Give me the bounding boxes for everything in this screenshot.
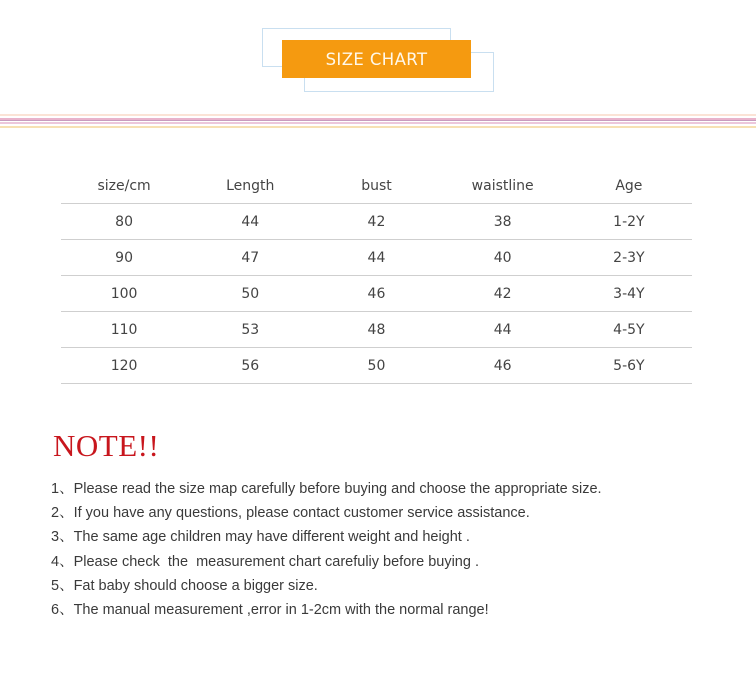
table-row	[61, 312, 692, 348]
note-number: 6、	[51, 601, 74, 618]
cell-age: 5-6Y	[566, 348, 692, 384]
cell-bust: 44	[313, 240, 439, 276]
note-text: The manual measurement ,error in 1-2cm with the normal range!	[73, 601, 489, 618]
cell-waistline: 38	[440, 204, 566, 240]
note-number: 2、	[51, 505, 74, 522]
column-header-waistline: waistline	[440, 168, 566, 204]
note-text: Please check the measurement chart carefuliy before buying .	[73, 553, 479, 570]
cell-age: 2-3Y	[566, 240, 692, 276]
cell-length: 47	[187, 240, 313, 276]
cell-waistline: 46	[440, 348, 566, 384]
cell-bust: 46	[313, 276, 439, 312]
table-row	[61, 204, 692, 240]
note-text: Fat baby should choose a bigger size.	[73, 577, 318, 594]
stripe-divider	[0, 120, 756, 121]
notes-list	[51, 478, 602, 623]
cell-age: 3-4Y	[566, 276, 692, 312]
size-table	[61, 168, 692, 384]
column-header-size: size/cm	[61, 168, 187, 204]
note-item	[51, 502, 602, 526]
table-header-row	[61, 168, 692, 204]
note-number: 5、	[51, 577, 74, 594]
cell-size: 90	[61, 240, 187, 276]
cell-age: 4-5Y	[566, 312, 692, 348]
title-badge	[282, 40, 471, 78]
column-header-age: Age	[566, 168, 692, 204]
cell-bust: 42	[313, 204, 439, 240]
note-heading: NOTE!!	[53, 428, 160, 463]
column-header-bust: bust	[313, 168, 439, 204]
cell-size: 80	[61, 204, 187, 240]
stripe-divider	[0, 122, 756, 124]
note-number: 1、	[51, 481, 74, 497]
table-row	[61, 348, 692, 384]
cell-age: 1-2Y	[566, 204, 692, 240]
note-item	[51, 575, 602, 599]
stripe-divider	[0, 114, 756, 116]
page-title: SIZE CHART	[325, 49, 428, 69]
cell-bust: 50	[313, 348, 439, 384]
column-header-length: Length	[187, 168, 313, 204]
note-text: If you have any questions, please contact customer service assistance.	[73, 505, 530, 522]
cell-waistline: 42	[440, 276, 566, 312]
note-text: The same age children may have different weight and height .	[73, 529, 470, 546]
note-item	[51, 526, 602, 550]
cell-length: 44	[187, 204, 313, 240]
table-row	[61, 276, 692, 312]
note-item	[51, 478, 602, 502]
cell-size: 120	[61, 348, 187, 384]
note-item	[51, 551, 602, 575]
cell-size: 100	[61, 276, 187, 312]
cell-length: 56	[187, 348, 313, 384]
stripe-divider	[0, 126, 756, 128]
table-row	[61, 240, 692, 276]
cell-length: 50	[187, 276, 313, 312]
note-item	[51, 599, 602, 623]
note-number: 4、	[51, 553, 74, 570]
note-text: Please read the size map carefully before buying and choose the appropriate size.	[73, 481, 602, 497]
note-number: 3、	[51, 529, 74, 546]
size-chart-banner	[0, 0, 756, 100]
decorative-stripes	[0, 112, 756, 130]
cell-waistline: 44	[440, 312, 566, 348]
cell-bust: 48	[313, 312, 439, 348]
cell-length: 53	[187, 312, 313, 348]
cell-waistline: 40	[440, 240, 566, 276]
cell-size: 110	[61, 312, 187, 348]
